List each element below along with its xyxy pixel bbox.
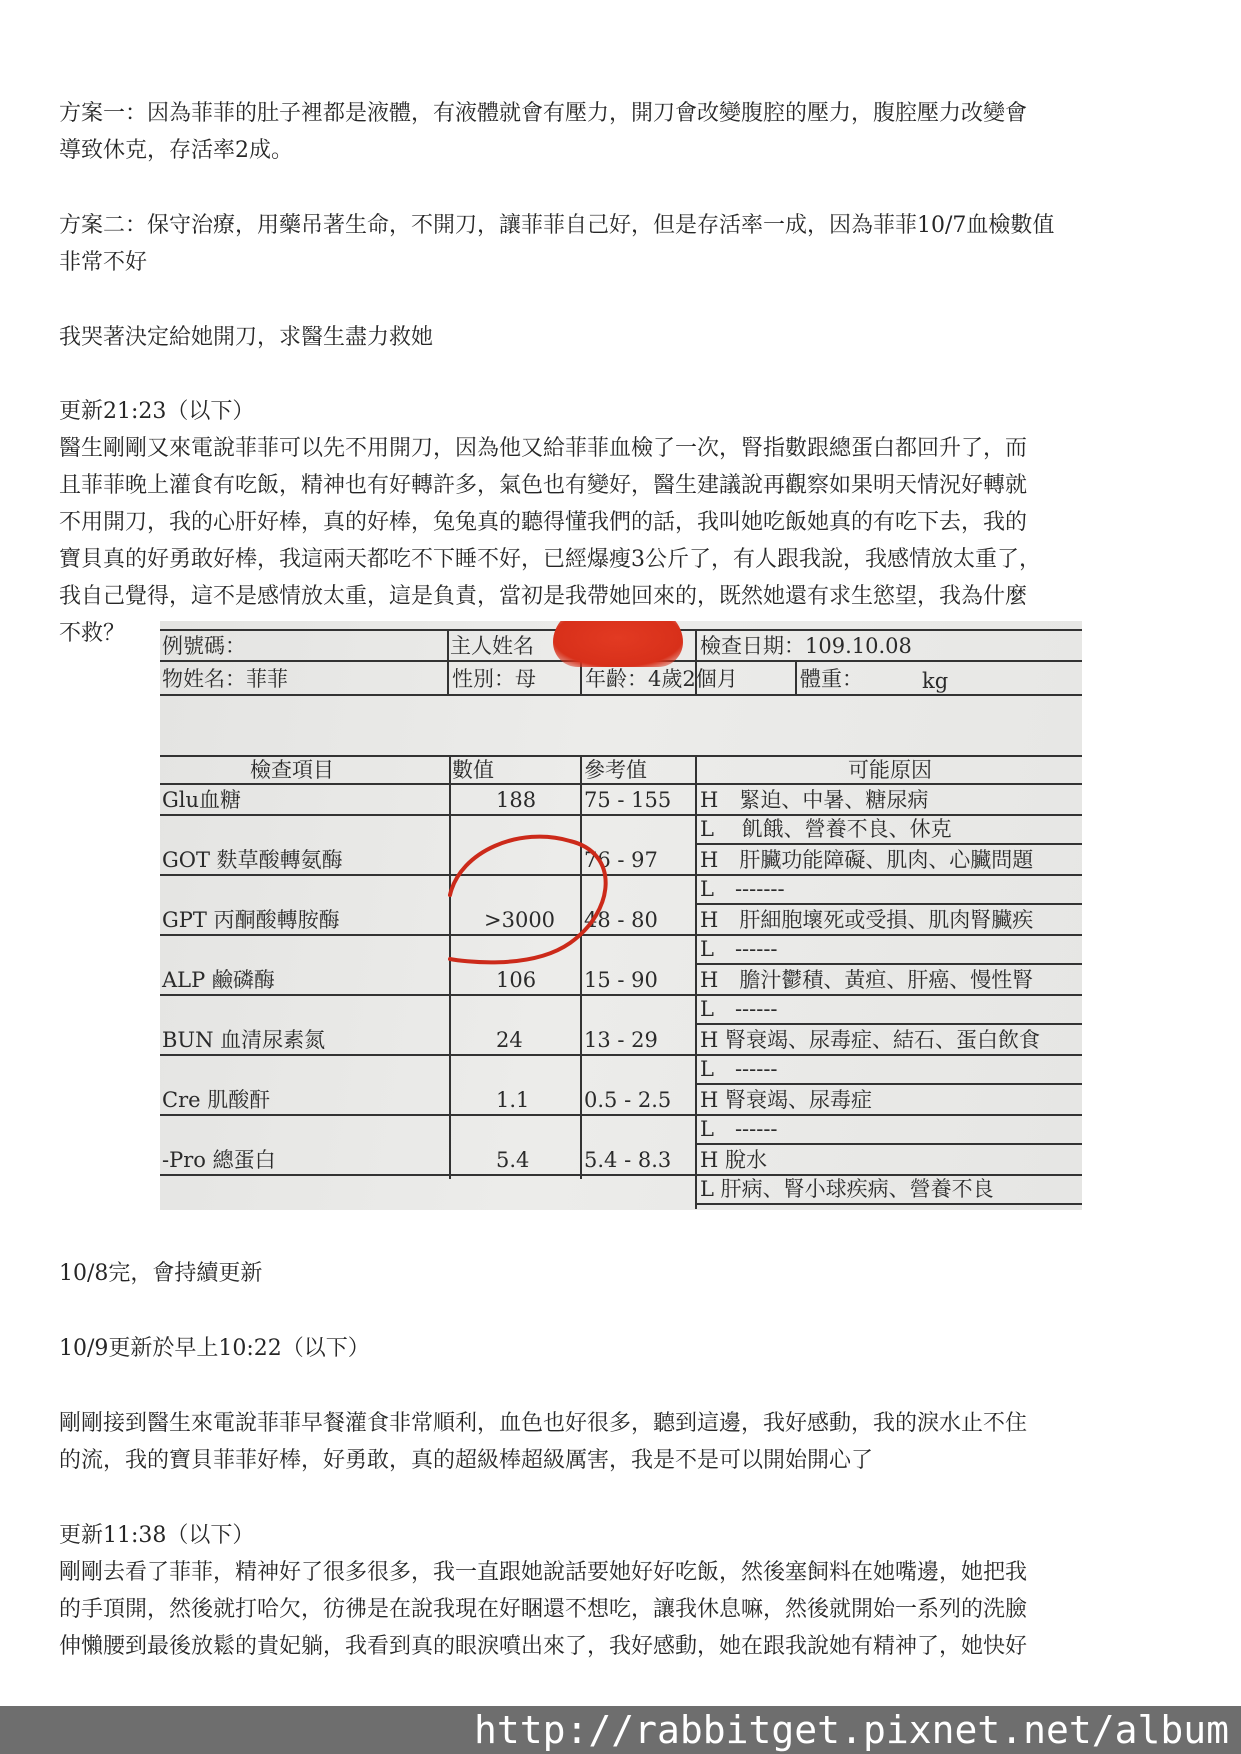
paragraph-breakfast-line2: 的流，我的寶貝菲菲好棒，好勇敢，真的超級棒超級厲害，我是不是可以開始開心了 [59, 1448, 874, 1473]
paragraph-1008-done: 10/8完，會持續更新 [59, 1261, 263, 1286]
owner-name-label: 主人姓名 [450, 634, 534, 658]
lab-item-value: 24 [496, 1028, 523, 1052]
lab-item-low-cause: L ------ [700, 937, 778, 961]
lab-item-reference: 75 - 155 [584, 788, 672, 812]
lab-item-low-cause: L ------ [700, 997, 778, 1021]
lab-item-low-cause: L ------ [700, 1117, 778, 1141]
paragraph-update-line5: 我自己覺得，這不是感情放太重，這是負責，當初是我帶她回來的，既然她還有求生慾望，我為什麼 [59, 584, 1028, 609]
lab-item-low-cause: L 肝病、腎小球疾病、營養不良 [700, 1177, 994, 1201]
sex-label: 性別：母 [452, 667, 536, 691]
lab-item-high-cause: H 腎衰竭、尿毒症、結石、蛋白飲食 [700, 1028, 1040, 1052]
lab-item-value: 1.1 [496, 1088, 530, 1112]
watermark-bar [0, 1706, 1241, 1754]
update-heading-1138: 更新11:38（以下） [59, 1523, 255, 1548]
weight-label: 體重： [800, 667, 863, 691]
header-reference: 參考值 [584, 758, 647, 782]
weight-unit: kg [922, 669, 949, 693]
lab-item-name: Glu血糖 [162, 788, 242, 812]
lab-item-value: 188 [496, 788, 537, 812]
lab-item-name: Cre 肌酸酐 [162, 1088, 271, 1112]
case-number-label: 例號碼： [162, 634, 246, 658]
lab-item-reference: 13 - 29 [584, 1028, 658, 1052]
lab-item-high-cause: H 膽汁鬱積、黃疸、肝癌、慢性腎 [700, 968, 1034, 992]
update-heading-1009: 10/9更新於早上10:22（以下） [59, 1336, 370, 1361]
lab-item-name: BUN 血清尿素氮 [162, 1028, 326, 1052]
age-label: 年齡：4歲2個月 [585, 667, 738, 691]
lab-item-reference: 48 - 80 [584, 908, 658, 932]
update-heading-2123: 更新21:23（以下） [59, 399, 255, 424]
paragraph-update-line4: 寶貝真的好勇敢好棒，我這兩天都吃不下睡不好，已經爆瘦3公斤了，有人跟我說，我感情放太重了， [59, 547, 1042, 572]
paragraph-update-line3: 不用開刀，我的心肝好棒，真的好棒，兔兔真的聽得懂我們的話，我叫她吃飯她真的有吃下去，我的 [59, 510, 1028, 535]
pet-name-label: 物姓名：菲菲 [162, 667, 288, 691]
lab-item-name: GPT 丙酮酸轉胺酶 [162, 908, 340, 932]
paragraph-plan-two-line2: 非常不好 [59, 250, 148, 275]
lab-item-value: 5.4 [496, 1148, 530, 1172]
paragraph-decision: 我哭著決定給她開刀，求醫生盡力救她 [59, 325, 434, 350]
paragraph-update-line1: 醫生剛剛又來電說菲菲可以先不用開刀，因為他又給菲菲血檢了一次，腎指數跟總蛋白都回升了，而 [59, 436, 1028, 461]
lab-item-high-cause: H 肝臟功能障礙、肌肉、心臟問題 [700, 848, 1034, 872]
paragraph-visit-line2: 的手頂開，然後就打哈欠，彷彿是在說我現在好睏還不想吃，讓我休息嘛，然後就開始一系列的洗臉 [59, 1597, 1028, 1622]
lab-item-name: GOT 麩草酸轉氨酶 [162, 848, 343, 872]
lab-item-name: -Pro 總蛋白 [162, 1148, 276, 1172]
lab-item-high-cause: H 緊迫、中暑、糖尿病 [700, 788, 929, 812]
lab-item-value: >3000 [484, 908, 556, 932]
paragraph-visit-line3: 伸懶腰到最後放鬆的貴妃躺，我看到真的眼淚噴出來了，我好感動，她在跟我說她有精神了，她快好 [59, 1634, 1028, 1659]
watermark-url: http://rabbitget.pixnet.net/album [474, 1708, 1229, 1752]
lab-item-high-cause: H 肝細胞壞死或受損、肌肉腎臟疾 [700, 908, 1034, 932]
header-value: 數值 [452, 758, 494, 782]
lab-item-reference: 76 - 97 [584, 848, 658, 872]
lab-item-name: ALP 鹼磷酶 [162, 968, 275, 992]
paragraph-plan-one-line2: 導致休克，存活率2成。 [59, 138, 293, 163]
lab-item-reference: 0.5 - 2.5 [584, 1088, 672, 1112]
lab-item-value: 106 [496, 968, 537, 992]
header-cause: 可能原因 [848, 758, 932, 782]
lab-item-high-cause: H 脫水 [700, 1148, 767, 1172]
paragraph-plan-two-line1: 方案二：保守治療，用藥吊著生命，不開刀，讓菲菲自己好，但是存活率一成，因為菲菲10/7血檢數值 [59, 213, 1055, 238]
header-item: 檢查項目 [250, 758, 334, 782]
paragraph-update-line6: 不救？ [59, 621, 126, 646]
paragraph-plan-one-line1: 方案一：因為菲菲的肚子裡都是液體，有液體就會有壓力，開刀會改變腹腔的壓力，腹腔壓力改變會 [59, 101, 1028, 126]
paragraph-breakfast-line1: 剛剛接到醫生來電說菲菲早餐灌食非常順利，血色也好很多，聽到這邊，我好感動，我的淚水止不住 [59, 1411, 1028, 1436]
lab-item-high-cause: H 腎衰竭、尿毒症 [700, 1088, 872, 1112]
lab-item-low-cause: L 飢餓、營養不良、休克 [700, 817, 952, 841]
lab-item-reference: 5.4 - 8.3 [584, 1148, 672, 1172]
lab-item-low-cause: L ------- [700, 877, 785, 901]
red-circle-annotation [160, 621, 1082, 1210]
paragraph-visit-line1: 剛剛去看了菲菲，精神好了很多很多，我一直跟她說話要她好好吃飯，然後塞飼料在她嘴邊，她把我 [59, 1560, 1028, 1585]
exam-date-label: 檢查日期：109.10.08 [700, 634, 912, 658]
lab-report-photo [160, 621, 1082, 1210]
paragraph-update-line2: 且菲菲晚上灌食有吃飯，精神也有好轉許多，氣色也有變好，醫生建議說再觀察如果明天情況好轉就 [59, 473, 1028, 498]
lab-item-reference: 15 - 90 [584, 968, 658, 992]
lab-item-low-cause: L ------ [700, 1057, 778, 1081]
